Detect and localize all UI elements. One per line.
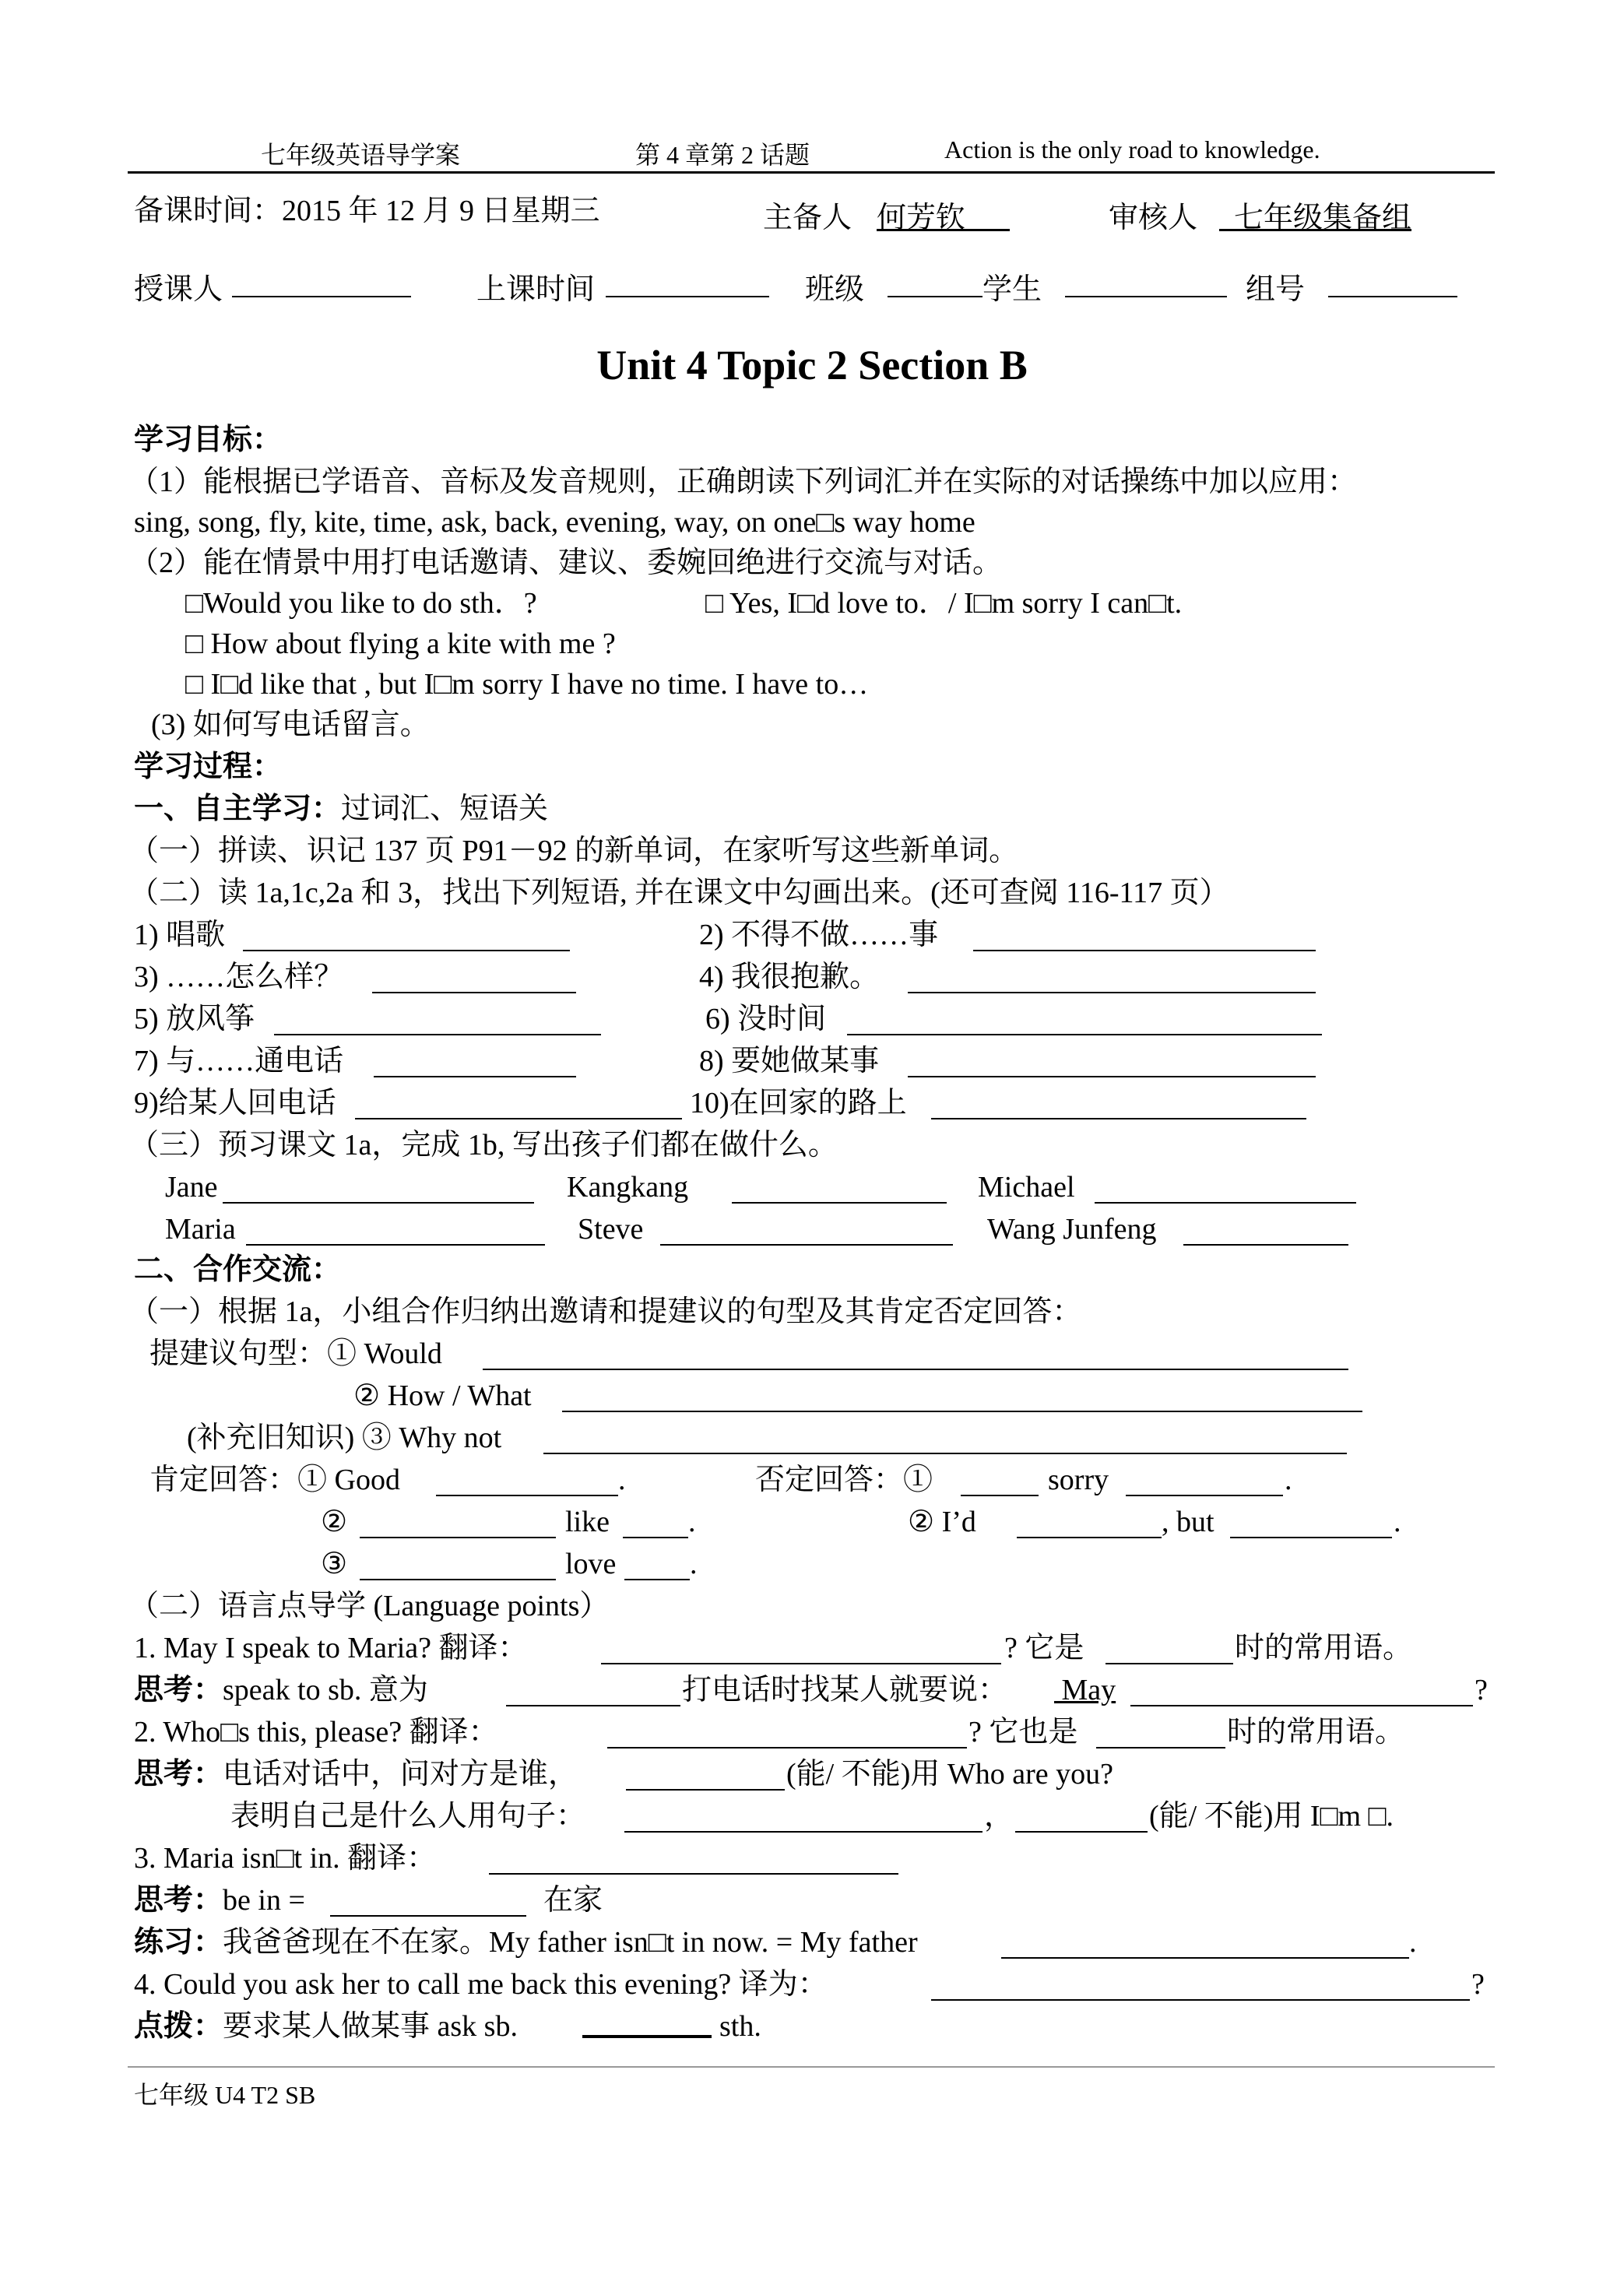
neg-2-dot: . xyxy=(1394,1506,1401,1538)
pos-1-blank[interactable] xyxy=(436,1468,618,1496)
prep-reviewer: 七年级集备组 xyxy=(1234,202,1412,234)
lang-heading: （二）语言点导学 (Language points） xyxy=(129,1590,610,1622)
think-3-blank[interactable] xyxy=(330,1889,526,1917)
think-2-blank-c[interactable] xyxy=(624,1805,982,1833)
name-maria-blank[interactable] xyxy=(246,1218,545,1246)
header-rule xyxy=(128,171,1495,174)
suggest-why: (补充旧知识) ③ Why not xyxy=(187,1422,502,1454)
process-p2: （二）读 1a,1c,2a 和 3，找出下列短语, 并在课文中勾画出来。(还可查阅 116-117 页） xyxy=(129,877,1229,909)
lang-1-tail: ? 它是 xyxy=(1004,1632,1084,1664)
goal-1: （1）能根据已学语音、音标及发音规则，正确朗读下列词汇并在实际的对话操练中加以应用： xyxy=(129,466,1358,498)
phrase-5-blank[interactable] xyxy=(274,1007,601,1035)
suggest-would-blank[interactable] xyxy=(483,1342,1348,1370)
neg-1-sorry: sorry xyxy=(1048,1464,1109,1496)
think-2-comma: ， xyxy=(984,1800,1014,1833)
goal-2: （2）能在情景中用打电话邀请、建议、委婉回绝进行交流与对话。 xyxy=(129,547,1003,579)
think-1-may[interactable]: May xyxy=(1061,1674,1116,1706)
footer-rule xyxy=(128,2066,1495,2068)
pos-3-dot: . xyxy=(690,1548,698,1580)
think-3: 思考：be in = xyxy=(134,1884,305,1917)
phrase-2: 2) 不得不做……事 xyxy=(699,919,939,951)
header-right: Action is the only road to knowledge. xyxy=(944,135,1320,163)
name-wang-blank[interactable] xyxy=(1183,1218,1348,1246)
neg-1-dot: . xyxy=(1285,1464,1292,1496)
part1-sub: 过词汇、短语关 xyxy=(341,793,549,825)
teacher-label: 授课人 xyxy=(134,273,223,306)
suggest-how-blank[interactable] xyxy=(562,1384,1362,1412)
phrase-4: 4) 我很抱歉。 xyxy=(699,961,880,993)
phrase-2-blank[interactable] xyxy=(973,923,1316,951)
process-heading: 学习过程： xyxy=(134,750,283,783)
teacher-blank[interactable] xyxy=(232,269,411,297)
neg-2-but: , but xyxy=(1162,1506,1214,1538)
goal-3: (3) 如何写电话留言。 xyxy=(151,708,430,741)
phrase-7: 7) 与……通电话 xyxy=(134,1045,344,1077)
name-kangkang: Kangkang xyxy=(567,1171,689,1204)
think-1-b: 打电话时找某人就要说： xyxy=(682,1674,1008,1706)
neg-2-blank-b[interactable] xyxy=(1230,1510,1392,1538)
pos-2-like: like xyxy=(565,1506,610,1538)
name-maria: Maria xyxy=(165,1213,236,1246)
think-1-blank-b[interactable] xyxy=(1130,1678,1473,1706)
footer-text: 七年级 U4 T2 SB xyxy=(134,2081,316,2109)
phrase-10-blank[interactable] xyxy=(931,1091,1306,1119)
goal-words: sing, song, fly, kite, time, ask, back, evening, way, on one□s way home xyxy=(134,506,975,539)
lang-2-blank-b[interactable] xyxy=(1096,1720,1225,1748)
part1-title: 一、自主学习： xyxy=(134,793,342,825)
tip-blank[interactable] xyxy=(582,2035,712,2038)
student-blank[interactable] xyxy=(1065,269,1227,297)
think-2-c: 表明自己是什么人用句子： xyxy=(230,1800,586,1833)
lang-3-blank[interactable] xyxy=(489,1847,898,1875)
lang-1: 1. May I speak to Maria? 翻译： xyxy=(134,1632,528,1664)
suggest-would: 提建议句型：① Would xyxy=(149,1337,442,1370)
time-label: 上课时间 xyxy=(476,273,596,306)
goal-sentence-2: □ Yes, I□d love to．/ I□m sorry I can□t. xyxy=(705,587,1183,620)
neg-1: 否定回答：① xyxy=(755,1464,933,1496)
goal-sentence-4: □ I□d like that , but I□m sorry I have no time. I have to… xyxy=(185,668,869,701)
lang-2-blank[interactable] xyxy=(607,1720,967,1748)
phrase-6-blank[interactable] xyxy=(847,1007,1322,1035)
phrase-3-blank[interactable] xyxy=(372,965,576,993)
think-2-b: (能/ 不能)用 Who are you? xyxy=(786,1758,1113,1791)
name-wang: Wang Junfeng xyxy=(987,1213,1157,1246)
class-label: 班级 xyxy=(805,273,865,306)
think-2: 思考：电话对话中，问对方是谁， xyxy=(134,1758,578,1791)
name-michael-blank[interactable] xyxy=(1095,1176,1356,1204)
pos-2-dot: . xyxy=(688,1506,696,1538)
lang-2-tail: ? 它也是 xyxy=(968,1716,1078,1748)
think-1: 思考：speak to sb. 意为 xyxy=(134,1674,428,1706)
think-2-blank[interactable] xyxy=(626,1763,785,1791)
lang-1-blank[interactable] xyxy=(601,1636,1001,1664)
lang-1-end: 时的常用语。 xyxy=(1235,1632,1413,1664)
student-label: 学生 xyxy=(982,273,1042,306)
suggest-why-blank[interactable] xyxy=(543,1426,1347,1454)
lang-4: 4. Could you ask her to call me back this evening? 译为： xyxy=(134,1968,828,2001)
goal-sentence-3: □ How about flying a kite with me ? xyxy=(185,627,616,660)
think-3-b: 在家 xyxy=(543,1884,603,1917)
tip-end: sth. xyxy=(719,2010,761,2043)
pos-1-dot: . xyxy=(618,1464,626,1496)
goal-sentence-1: □Would you like to do sth．? xyxy=(185,587,537,620)
practice-blank[interactable] xyxy=(1001,1931,1409,1959)
neg-2: ② I’d xyxy=(908,1506,976,1538)
phrase-6: 6) 没时间 xyxy=(705,1003,827,1035)
name-jane-blank[interactable] xyxy=(223,1176,534,1204)
prep-time: 备课时间：2015 年 12 月 9 日星期三 xyxy=(134,195,600,227)
phrase-9: 9)给某人回电话 xyxy=(134,1087,336,1119)
name-steve: Steve xyxy=(578,1213,644,1246)
practice-dot: . xyxy=(1409,1926,1417,1959)
pos-2-blank[interactable] xyxy=(360,1510,556,1538)
pos-3-blank[interactable] xyxy=(360,1552,556,1580)
prep-author: 何芳钦 xyxy=(877,202,966,234)
prep-reviewer-label: 审核人 xyxy=(1109,202,1198,234)
phrase-5: 5) 放风筝 xyxy=(134,1003,255,1035)
pos-1: 肯定回答：① Good xyxy=(149,1464,400,1496)
group-label: 组号 xyxy=(1246,273,1306,306)
neg-1-blank[interactable] xyxy=(961,1468,1039,1496)
neg-1-blank-b[interactable] xyxy=(1126,1468,1283,1496)
phrase-3: 3) ……怎么样？ xyxy=(134,961,344,993)
header-center: 第 4 章第 2 话题 xyxy=(635,141,810,169)
goals-heading: 学习目标： xyxy=(134,424,283,456)
pos-2-num: ② xyxy=(321,1506,348,1538)
group-blank[interactable] xyxy=(1328,269,1457,297)
phrase-10: 10)在回家的路上 xyxy=(690,1087,907,1119)
time-blank[interactable] xyxy=(606,269,769,297)
pos-2-blank-b[interactable] xyxy=(623,1510,688,1538)
name-jane: Jane xyxy=(165,1171,218,1204)
lang-2-end: 时的常用语。 xyxy=(1227,1716,1405,1748)
lang-1-blank-b[interactable] xyxy=(1106,1636,1233,1664)
name-steve-blank[interactable] xyxy=(660,1218,953,1246)
phrase-8: 8) 要她做某事 xyxy=(699,1045,880,1077)
phrase-1-blank[interactable] xyxy=(243,923,570,951)
phrase-1: 1) 唱歌 xyxy=(134,919,226,951)
process-p1: （一）拼读、识记 137 页 P91－92 的新单词，在家听写这些新单词。 xyxy=(129,835,1019,867)
neg-2-blank[interactable] xyxy=(1017,1510,1162,1538)
phrase-9-blank[interactable] xyxy=(355,1091,682,1119)
part1-heading xyxy=(134,791,548,827)
lang-2: 2. Who□s this, please? 翻译： xyxy=(134,1716,498,1748)
name-kangkang-blank[interactable] xyxy=(732,1176,947,1204)
coop-heading: 二、合作交流： xyxy=(134,1253,342,1286)
phrase-4-blank[interactable] xyxy=(908,965,1316,993)
class-blank[interactable] xyxy=(888,269,982,297)
coop-c1: （一）根据 1a，小组合作归纳出邀请和提建议的句型及其肯定否定回答： xyxy=(129,1295,1082,1328)
think-1-blank[interactable] xyxy=(506,1678,680,1706)
lang-4-q: ? xyxy=(1471,1968,1485,2001)
tip: 点拨：要求某人做某事 ask sb. xyxy=(134,2010,518,2043)
phrase-7-blank[interactable] xyxy=(374,1049,576,1077)
pos-3-num: ③ xyxy=(321,1548,348,1580)
practice: 练习：我爸爸现在不在家。My father isn□t in now. = My father xyxy=(134,1926,918,1959)
lang-3: 3. Maria isn□t in. 翻译： xyxy=(134,1842,437,1875)
prep-author-label: 主备人 xyxy=(763,202,852,234)
lang-4-blank[interactable] xyxy=(931,1973,1470,2001)
phrase-8-blank[interactable] xyxy=(908,1049,1316,1077)
header-left: 七年级英语导学案 xyxy=(261,141,461,169)
page-title: Unit 4 Topic 2 Section B xyxy=(596,342,1028,388)
pos-3-blank-b[interactable] xyxy=(624,1552,690,1580)
name-michael: Michael xyxy=(978,1171,1075,1204)
process-p3: （三）预习课文 1a，完成 1b, 写出孩子们都在做什么。 xyxy=(129,1129,838,1162)
pos-3-love: love xyxy=(565,1548,617,1580)
suggest-how: ② How / What xyxy=(353,1379,532,1412)
think-2-d: (能/ 不能)用 I□m □. xyxy=(1149,1800,1394,1833)
think-1-q: ? xyxy=(1475,1674,1488,1706)
prep-line xyxy=(134,193,600,229)
think-2-blank-d[interactable] xyxy=(1015,1805,1148,1833)
